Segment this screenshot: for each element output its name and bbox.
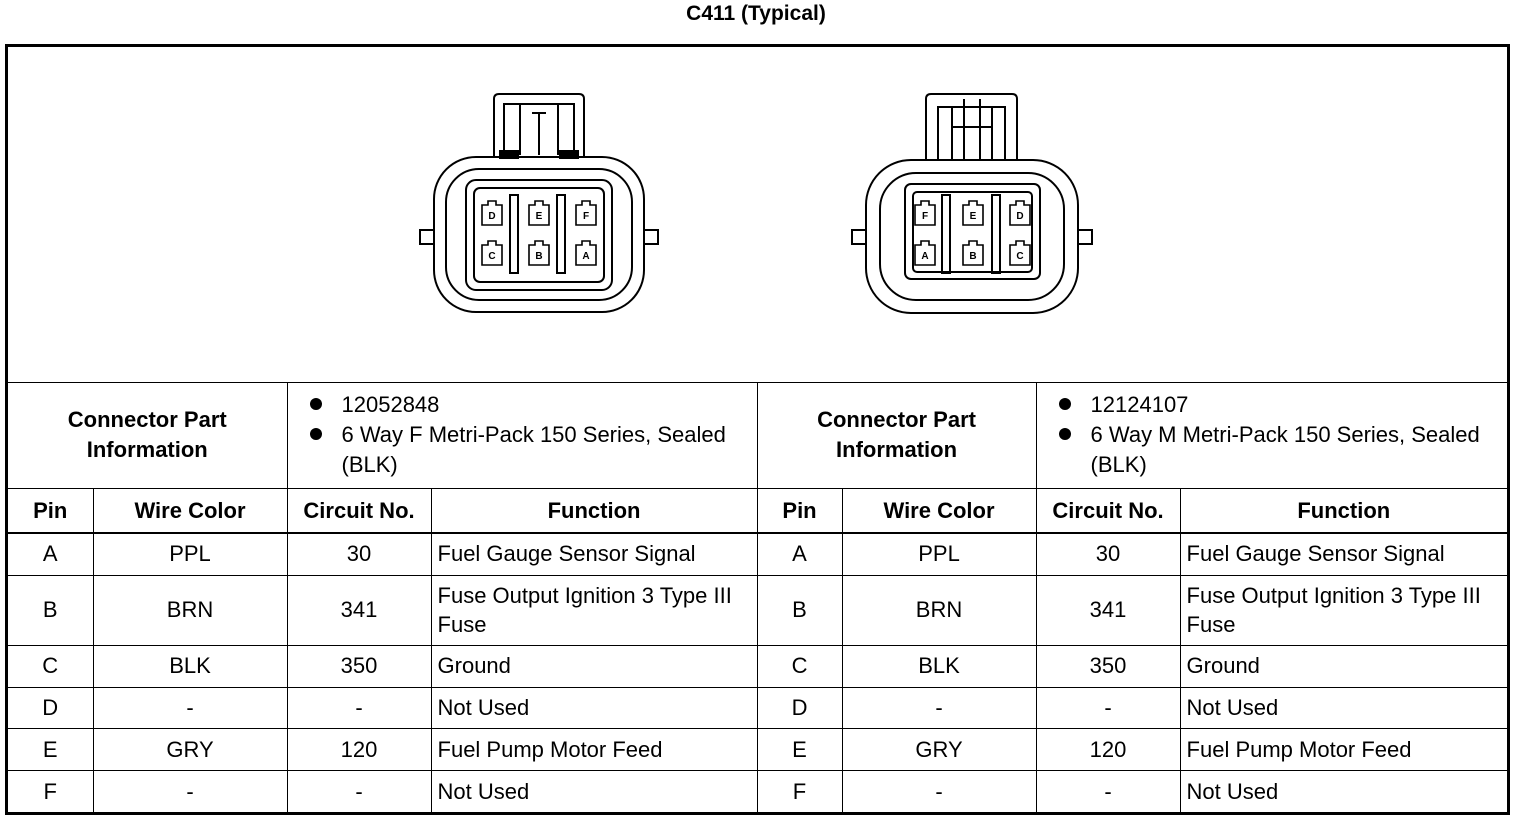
pin-cell: A (757, 533, 842, 575)
female-pin-label: D (488, 211, 496, 222)
connector-info-label: Connector Part Information (8, 382, 287, 488)
column-header-function: Function (1180, 488, 1507, 532)
male-pin-label: C (1016, 251, 1024, 262)
bullet-icon (310, 428, 322, 440)
circuit-cell: 30 (1036, 533, 1180, 575)
table-row (8, 575, 1507, 645)
connector-female-drawing (420, 94, 658, 312)
bullet-icon (310, 398, 322, 410)
table-row (8, 645, 1507, 687)
connector-drawings (8, 47, 1507, 382)
part-number: 12124107 (1090, 392, 1189, 418)
column-header-row (8, 488, 1507, 532)
part-number: 12052848 (341, 392, 440, 418)
wire-color-cell: GRY (93, 729, 287, 771)
female-pin-label: F (582, 211, 590, 222)
part-description: 6 Way M Metri-Pack 150 Series, Sealed (BLK) (1090, 422, 1480, 477)
part-description: 6 Way F Metri-Pack 150 Series, Sealed (BLK) (341, 422, 726, 477)
connector-diagram-area (8, 47, 1507, 383)
function-cell: Fuse Output Ignition 3 Type III Fuse (1180, 575, 1507, 645)
column-header-circuit: Circuit No. (287, 488, 431, 532)
wire-color-cell: BRN (93, 575, 287, 645)
connector-info-label: Connector Part Information (757, 382, 1036, 488)
page-title: C411 (Typical) (686, 2, 826, 25)
circuit-cell: 120 (1036, 729, 1180, 771)
pin-cell: E (757, 729, 842, 771)
table-row (8, 729, 1507, 771)
female-pin-label: A (582, 251, 590, 262)
wire-color-cell: PPL (93, 533, 287, 575)
column-header-pin: Pin (8, 488, 93, 532)
function-cell: Ground (1180, 645, 1507, 687)
circuit-cell: 120 (287, 729, 431, 771)
connector-male-drawing (852, 94, 1092, 313)
male-pin-label: B (969, 251, 977, 262)
male-pin-label: F (921, 211, 929, 222)
column-header-function: Function (431, 488, 757, 532)
function-cell: Ground (431, 645, 757, 687)
pinout-table (8, 382, 1507, 812)
wire-color-cell: PPL (842, 533, 1036, 575)
bullet-icon (1059, 428, 1071, 440)
circuit-cell: 30 (287, 533, 431, 575)
function-cell: Not Used (1180, 771, 1507, 812)
circuit-cell: - (287, 687, 431, 729)
wire-color-cell: GRY (842, 729, 1036, 771)
wire-color-cell: BLK (93, 645, 287, 687)
column-header-wire-color: Wire Color (842, 488, 1036, 532)
connector-info-row (8, 382, 1507, 488)
column-header-pin: Pin (757, 488, 842, 532)
wire-color-cell: - (842, 771, 1036, 812)
wire-color-cell: - (93, 687, 287, 729)
pin-cell: D (757, 687, 842, 729)
wire-color-cell: BLK (842, 645, 1036, 687)
pin-cell: A (8, 533, 93, 575)
circuit-cell: 341 (1036, 575, 1180, 645)
table-row (8, 533, 1507, 575)
circuit-cell: - (1036, 771, 1180, 812)
male-pin-label: E (969, 211, 977, 222)
pin-cell: B (757, 575, 842, 645)
wire-color-cell: - (93, 771, 287, 812)
column-header-circuit: Circuit No. (1036, 488, 1180, 532)
bullet-icon (1059, 398, 1071, 410)
circuit-cell: - (287, 771, 431, 812)
pin-cell: C (757, 645, 842, 687)
pin-cell: F (8, 771, 93, 812)
connector-part-info (1036, 382, 1507, 488)
function-cell: Not Used (1180, 687, 1507, 729)
circuit-cell: 341 (287, 575, 431, 645)
connector-sheet (5, 44, 1510, 815)
function-cell: Fuel Gauge Sensor Signal (431, 533, 757, 575)
function-cell: Fuel Gauge Sensor Signal (1180, 533, 1507, 575)
male-pin-label: D (1016, 211, 1024, 222)
pin-cell: F (757, 771, 842, 812)
function-cell: Not Used (431, 771, 757, 812)
wire-color-cell: BRN (842, 575, 1036, 645)
female-pin-label: C (488, 251, 496, 262)
pin-cell: C (8, 645, 93, 687)
circuit-cell: 350 (287, 645, 431, 687)
table-row (8, 771, 1507, 812)
circuit-cell: - (1036, 687, 1180, 729)
wire-color-cell: - (842, 687, 1036, 729)
pin-cell: E (8, 729, 93, 771)
function-cell: Not Used (431, 687, 757, 729)
female-pin-label: E (535, 211, 543, 222)
pin-cell: B (8, 575, 93, 645)
function-cell: Fuel Pump Motor Feed (431, 729, 757, 771)
circuit-cell: 350 (1036, 645, 1180, 687)
table-row (8, 687, 1507, 729)
function-cell: Fuse Output Ignition 3 Type III Fuse (431, 575, 757, 645)
function-cell: Fuel Pump Motor Feed (1180, 729, 1507, 771)
male-pin-label: A (921, 251, 929, 262)
pin-cell: D (8, 687, 93, 729)
column-header-wire-color: Wire Color (93, 488, 287, 532)
connector-part-info (287, 382, 757, 488)
female-pin-label: B (535, 251, 543, 262)
